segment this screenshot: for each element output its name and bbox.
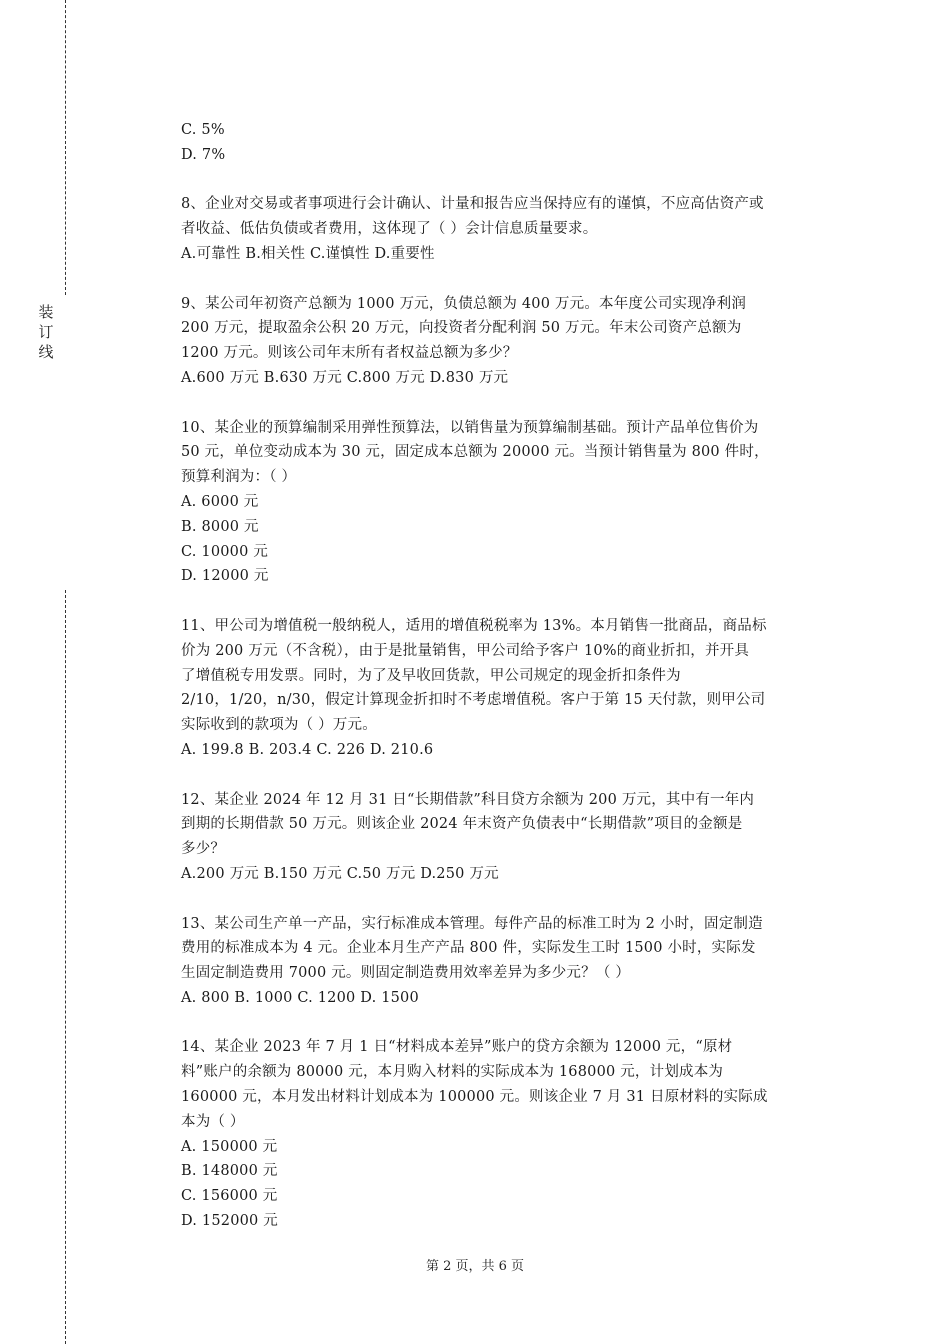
- question-text-line: 9、某公司年初资产总额为 1000 万元，负债总额为 400 万元。本年度公司实现净利润: [181, 295, 747, 312]
- question-text-line: 14、某企业 2023 年 7 月 1 日“材料成本差异”账户的贷方余额为 12000 元，“原材: [181, 1039, 733, 1056]
- previous-question-options: [181, 118, 841, 168]
- option-line: A.可靠性 B.相关性 C.谨慎性 D.重要性: [181, 245, 435, 262]
- binding-char: 装: [38, 303, 54, 321]
- question-14: [181, 1035, 841, 1233]
- question-8: [181, 192, 841, 266]
- question-text-line: 2/10，1/20，n/30，假定计算现金折扣时不考虑增值税。客户于第 15 天付款，则甲公司: [181, 692, 766, 709]
- question-11: [181, 614, 841, 763]
- question-10: [181, 416, 841, 590]
- binding-char: 线: [38, 343, 54, 361]
- question-13: [181, 912, 841, 1011]
- question-text-line: 多少？: [181, 841, 226, 858]
- option-line: D. 152000 元: [181, 1213, 278, 1230]
- binding-dashed-line-top: [65, 0, 66, 295]
- option-line: B. 148000 元: [181, 1163, 278, 1180]
- option-line: A. 800 B. 1000 C. 1200 D. 1500: [181, 989, 419, 1006]
- option-line: A. 150000 元: [181, 1138, 278, 1155]
- option-line: A.600 万元 B.630 万元 C.800 万元 D.830 万元: [181, 369, 509, 386]
- option-line: A.200 万元 B.150 万元 C.50 万元 D.250 万元: [181, 865, 499, 882]
- question-text-line: 50 元，单位变动成本为 30 元，固定成本总额为 20000 元。当预计销售量为 800 件时，: [181, 444, 769, 461]
- binding-dashed-line-bottom: [65, 590, 66, 1344]
- option-line: A. 199.8 B. 203.4 C. 226 D. 210.6: [181, 741, 434, 758]
- exam-content: [181, 118, 841, 1234]
- question-12: [181, 788, 841, 887]
- option-line: A. 6000 元: [181, 493, 259, 510]
- question-text-line: 本为（ ）: [181, 1113, 245, 1130]
- question-text-line: 12、某企业 2024 年 12 月 31 日“长期借款”科目贷方余额为 200 万元，其中有一年内: [181, 791, 755, 808]
- question-text-line: 1200 万元。则该公司年末所有者权益总额为多少？: [181, 345, 518, 362]
- option-line: D. 12000 元: [181, 568, 269, 585]
- option-line: B. 8000 元: [181, 518, 259, 535]
- question-text-line: 160000 元，本月发出材料计划成本为 100000 元。则该企业 7 月 31 日原材料的实际成: [181, 1089, 768, 1106]
- question-text-line: 实际收到的款项为（ ）万元。: [181, 717, 377, 734]
- question-text-line: 料”账户的余额为 80000 元，本月购入材料的实际成本为 168000 元，计划成本为: [181, 1064, 724, 1081]
- question-text-line: 费用的标准成本为 4 元。企业本月生产产品 800 件，实际发生工时 1500 小时，实际发: [181, 940, 756, 957]
- question-text-line: 13、某公司生产单一产品，实行标准成本管理。每件产品的标准工时为 2 小时，固定制造: [181, 915, 763, 932]
- option-line: C. 10000 元: [181, 543, 269, 560]
- binding-label: [36, 302, 56, 362]
- question-text-line: 8、企业对交易或者事项进行会计确认、计量和报告应当保持应有的谨慎，不应高估资产或: [181, 196, 764, 213]
- question-text-line: 10、某企业的预算编制采用弹性预算法，以销售量为预算编制基础。预计产品单位售价为: [181, 419, 759, 436]
- page-number-footer: 第 2 页，共 6 页: [425, 1259, 525, 1274]
- question-text-line: 11、甲公司为增值税一般纳税人，适用的增值税税率为 13%。本月销售一批商品，商品标: [181, 617, 767, 634]
- question-text-line: 生固定制造费用 7000 元。则固定制造费用效率差异为多少元？（ ）: [181, 965, 631, 982]
- question-text-line: 了增值税专用发票。同时，为了及早收回货款，甲公司规定的现金折扣条件为: [181, 667, 681, 684]
- question-text-line: 到期的长期借款 50 万元。则该企业 2024 年末资产负债表中“长期借款”项目的金额是: [181, 816, 743, 833]
- option-line: C. 156000 元: [181, 1188, 278, 1205]
- question-text-line: 者收益、低估负债或者费用，这体现了（ ）会计信息质量要求。: [181, 221, 598, 238]
- question-text-line: 200 万元，提取盈余公积 20 万元，向投资者分配利润 50 万元。年末公司资产总额为: [181, 320, 742, 337]
- question-text-line: 预算利润为：（ ）: [181, 469, 297, 486]
- binding-char: 订: [38, 323, 54, 341]
- question-text-line: 价为 200 万元（不含税），由于是批量销售，甲公司给予客户 10%的商业折扣，并开具: [181, 642, 750, 659]
- option-line: C. 5%: [181, 122, 225, 138]
- option-line: D. 7%: [181, 146, 226, 163]
- question-9: [181, 292, 841, 391]
